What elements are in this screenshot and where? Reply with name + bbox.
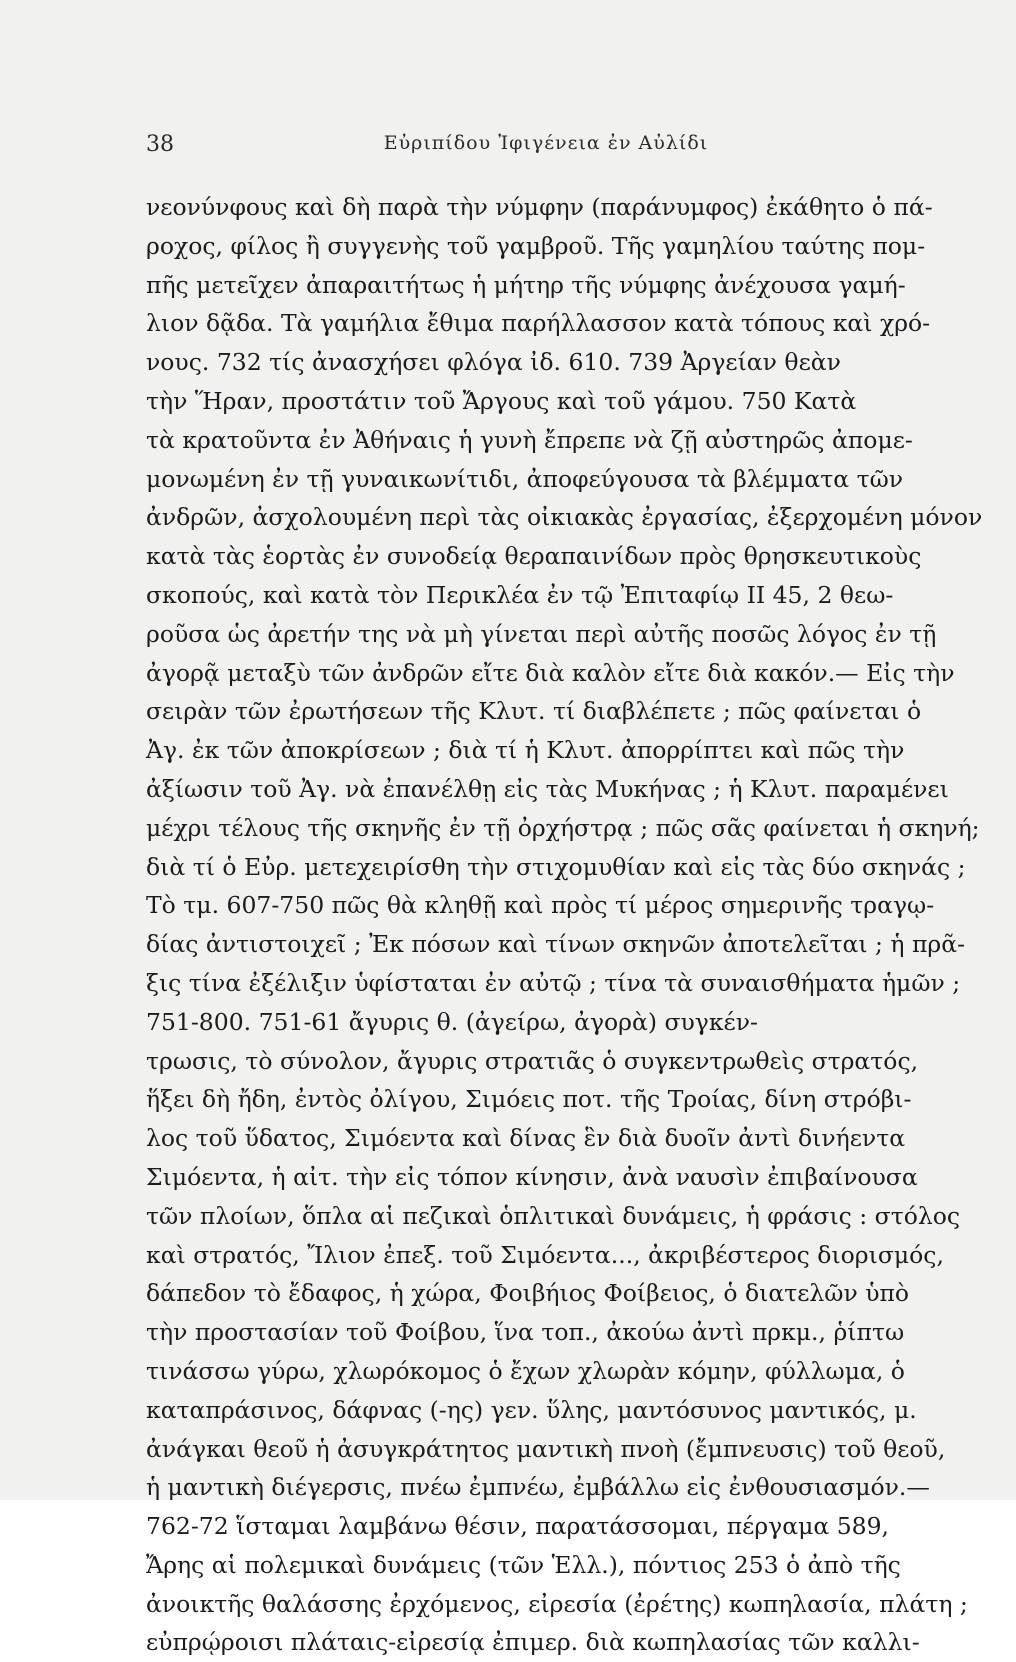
text-line: λιον δᾷδα. Τὰ γαμήλια ἔθιμα παρήλλασσον κατὰ τόπους καὶ χρό-: [146, 309, 931, 338]
text-line: μονωμένη ἐν τῇ γυναικωνίτιδι, ἀποφεύγουσα τὰ βλέμματα τῶν: [146, 464, 904, 493]
text-line: κατὰ τὰς ἑορτὰς ἐν συνοδείᾳ θεραπαινίδων πρὸς θρησκευτικοὺς: [146, 542, 922, 571]
text-line: ἀγορᾷ μεταξὺ τῶν ἀνδρῶν εἴτε διὰ καλὸν εἴτε διὰ κακόν.— Εἰς τὴν: [146, 658, 955, 687]
text-line: πῆς μετεῖχεν ἀπαραιτήτως ἡ μήτηρ τῆς νύμφης ἀνέχουσα γαμή-: [146, 270, 906, 299]
text-line: καὶ στρατός, Ἴλιον ἐπεξ. τοῦ Σιμόεντα..., ἀκριβέστερος διορισμός,: [146, 1240, 944, 1269]
text-line: σκοπούς, καὶ κατὰ τὸν Περικλέα ἐν τῷ Ἐπιταφίῳ II 45, 2 θεω-: [146, 580, 894, 609]
text-line: νεονύνφους καὶ δὴ παρὰ τὴν νύμφην (παράνυμφος) ἐκάθητο ὁ πά-: [146, 193, 933, 221]
text-line: ροῦσα ὡς ἀρετήν της νὰ μὴ γίνεται περὶ αὐτῆς ποσῶς λόγος ἐν τῇ: [146, 619, 937, 648]
page-header: [146, 132, 946, 168]
text-line: διὰ τί ὁ Εὐρ. μετεχειρίσθη τὴν στιχομυθίαν καὶ εἰς τὰς δύο σκηνάς ;: [146, 852, 966, 881]
text-line: 762-72 ἵσταμαι λαμβάνω θέσιν, παρατάσσομαι, πέργαμα 589,: [146, 1512, 890, 1541]
text-line: σειρὰν τῶν ἐρωτήσεων τῆς Κλυτ. τί διαβλέπετε ; πῶς φαίνεται ὁ: [146, 697, 922, 726]
text-line: μέχρι τέλους τῆς σκηνῆς ἐν τῇ ὀρχήστρᾳ ; πῶς σᾶς φαίνεται ἡ σκηνή;: [146, 813, 980, 842]
text-line: Ἄρης αἱ πολεμικαὶ δυνάμεις (τῶν Ἑλλ.), πόντιος 253 ὁ ἀπὸ τῆς: [146, 1550, 901, 1579]
running-title: Εὐριπίδου Ἰφιγένεια ἐν Αὐλίδι: [383, 132, 709, 154]
text-line: Τὸ τμ. 607-750 πῶς θὰ κληθῇ καὶ πρὸς τί μέρος σημερινῆς τραγῳ-: [146, 891, 935, 920]
text-line: λος τοῦ ὕδατος, Σιμόεντα καὶ δίνας ἓν διὰ δυοῖν ἀντὶ δινήεντα: [146, 1124, 906, 1153]
text-line: Ἀγ. ἐκ τῶν ἀποκρίσεων ; διὰ τί ἡ Κλυτ. ἀπορρίπτει καὶ πῶς τὴν: [146, 736, 905, 765]
text-line: τὴν Ἥραν, προστάτιν τοῦ Ἄργους καὶ τοῦ γάμου. 750 Κατὰ: [146, 386, 857, 415]
text-line: ξις τίνα ἐξέλιξιν ὑφίσταται ἐν αὐτῷ ; τίνα τὰ συναισθήματα ἡμῶν ;: [146, 968, 961, 997]
text-line: ἀξίωσιν τοῦ Ἀγ. νὰ ἐπανέλθῃ εἰς τὰς Μυκήνας ; ἡ Κλυτ. παραμένει: [146, 774, 949, 803]
text-line: ἀνάγκαι θεοῦ ἡ ἀσυγκράτητος μαντικὴ πνοὴ (ἔμπνευσις) τοῦ θεοῦ,: [146, 1434, 946, 1463]
text-line: ἀνδρῶν, ἀσχολουμένη περὶ τὰς οἰκιακὰς ἐργασίας, ἐξερχομένη μόνον: [146, 503, 983, 532]
text-line: τὴν προστασίαν τοῦ Φοίβου, ἵνα τοπ., ἀκούω ἀντὶ πρκμ., ῥίπτω: [146, 1318, 905, 1347]
text-line: καταπράσινος, δάφνας (-ης) γεν. ὕλης, μαντόσυνος μαντικός, μ.: [146, 1395, 917, 1424]
text-line: τῶν πλοίων, ὅπλα αἱ πεζικαὶ ὁπλιτικαὶ δυνάμεις, ἡ φράσις : στόλος: [146, 1201, 961, 1230]
commentary-text: [146, 188, 992, 1662]
text-line: τρωσις, τὸ σύνολον, ἄγυρις στρατιᾶς ὁ συγκεντρωθεὶς στρατός,: [146, 1046, 919, 1075]
text-line: ἥξει δὴ ἤδη, ἐντὸς ὀλίγου, Σιμόεις ποτ. τῆς Τροίας, δίνη στρόβι-: [146, 1085, 912, 1114]
text-line: Σιμόεντα, ἡ αἰτ. τὴν εἰς τόπον κίνησιν, ἀνὰ ναυσὶν ἐπιβαίνουσα: [146, 1162, 918, 1191]
text-line: 751-800. 751-61 ἄγυρις θ. (ἀγείρω, ἀγορὰ) συγκέν-: [146, 1007, 758, 1036]
text-line: δίας ἀντιστοιχεῖ ; Ἐκ πόσων καὶ τίνων σκηνῶν ἀποτελεῖται ; ἡ πρᾶ-: [146, 930, 966, 959]
text-line: δάπεδον τὸ ἔδαφος, ἡ χώρα, Φοιβήιος Φοίβειος, ὁ διατελῶν ὑπὸ: [146, 1279, 910, 1308]
text-line: ἡ μαντικὴ διέγερσις, πνέω ἐμπνέω, ἐμβάλλω εἰς ἐνθουσιασμόν.—: [146, 1473, 930, 1502]
page-number: 38: [146, 132, 174, 157]
text-line: ροχος, φίλος ἢ συγγενὴς τοῦ γαμβροῦ. Τῆς γαμηλίου ταύτης πομ-: [146, 231, 926, 260]
text-line: εὐπρῴροισι πλάταις-εἰρεσίᾳ ἐπιμερ. διὰ κωπηλασίας τῶν καλλι-: [146, 1628, 920, 1657]
text-line: τὰ κρατοῦντα ἐν Ἀθήναις ἡ γυνὴ ἔπρεπε νὰ ζῇ αὐστηρῶς ἀπομε-: [146, 425, 913, 454]
text-line: ἀνοικτῆς θαλάσσης ἐρχόμενος, εἰρεσία (ἐρέτης) κωπηλασία, πλάτη ;: [146, 1589, 968, 1618]
text-line: τινάσσω γύρω, χλωρόκομος ὁ ἔχων χλωρὰν κόμην, φύλλωμα, ὁ: [146, 1356, 905, 1385]
text-line: νους. 732 τίς ἀνασχήσει φλόγα ἰδ. 610. 739 Ἀργείαν θεὰν: [146, 348, 841, 377]
